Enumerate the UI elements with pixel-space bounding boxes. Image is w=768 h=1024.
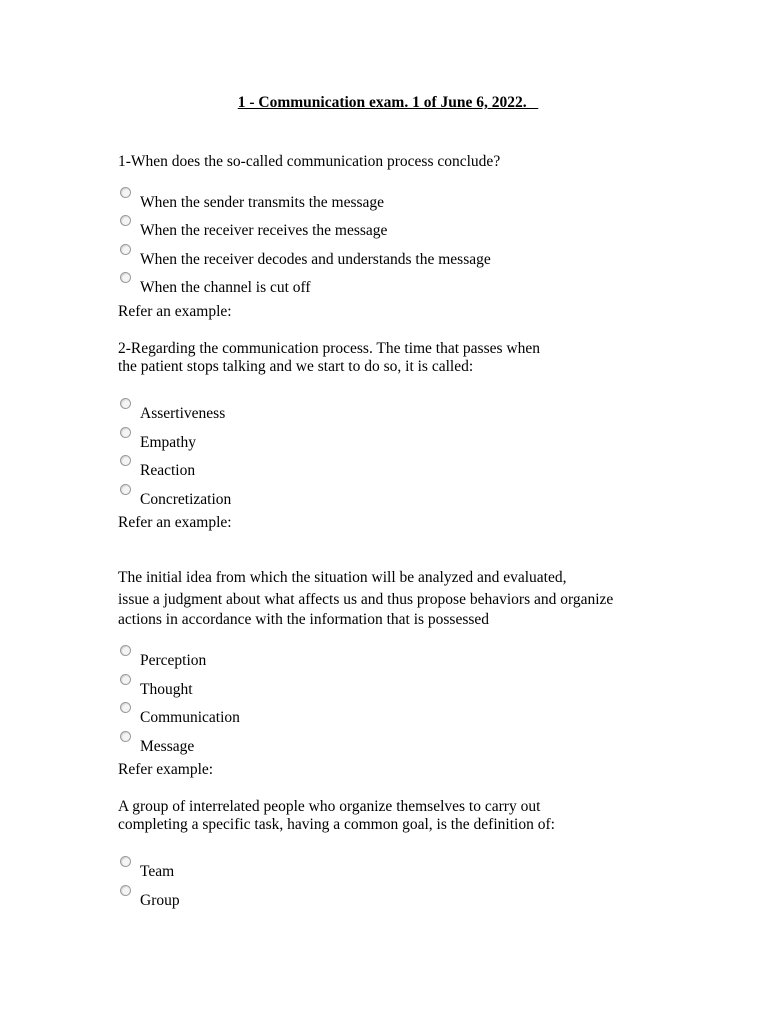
question-3-footer: Refer example: [118,761,214,778]
question-3-option-1[interactable] [118,645,618,673]
option-label: When the channel is cut off [140,279,311,296]
radio-button-icon[interactable] [120,455,131,466]
question-1-footer: Refer an example: [118,303,232,320]
radio-button-icon[interactable] [120,244,131,255]
question-2-text-line-2: the patient stops talking and we start to do so, it is called: [118,358,474,375]
radio-button-icon[interactable] [120,702,131,713]
question-4-option-1[interactable] [118,856,618,884]
option-label: Perception [140,652,207,669]
question-2-footer: Refer an example: [118,514,232,531]
exam-title-text: 1 - Communication exam. 1 of June 6, 2022. [237,94,539,111]
question-2-text-line-1: 2-Regarding the communication process. The time that passes when [118,340,540,357]
question-3-text-line-1: The initial idea from which the situation will be analyzed and evaluated, [118,569,567,586]
question-4-text-line-2: completing a specific task, having a common goal, is the definition of: [118,816,555,833]
radio-button-icon[interactable] [120,731,131,742]
option-label: Communication [140,709,240,726]
option-label: Team [140,863,175,880]
question-3-option-2[interactable] [118,674,618,702]
option-label: Thought [140,681,193,698]
radio-button-icon[interactable] [120,272,131,283]
question-2-option-3[interactable] [118,455,618,483]
option-label: When the receiver decodes and understands the message [140,251,491,268]
option-label: Concretization [140,491,232,508]
option-label: Message [140,738,195,755]
radio-button-icon[interactable] [120,427,131,438]
question-1-option-1[interactable] [118,187,618,215]
option-label: Group [140,892,180,909]
radio-button-icon[interactable] [120,674,131,685]
question-4-text-line-1: A group of interrelated people who organize themselves to carry out [118,798,541,815]
option-label: Empathy [140,434,196,451]
question-3-text-line-2: issue a judgment about what affects us and thus propose behaviors and organize [118,591,614,608]
radio-button-icon[interactable] [120,645,131,656]
radio-button-icon[interactable] [120,856,131,867]
radio-button-icon[interactable] [120,885,131,896]
option-label: When the sender transmits the message [140,194,385,211]
question-1-option-3[interactable] [118,244,618,272]
question-2-option-2[interactable] [118,427,618,455]
radio-button-icon[interactable] [120,187,131,198]
question-2-option-4[interactable] [118,484,618,512]
question-2-option-1[interactable] [118,398,618,426]
question-1-option-2[interactable] [118,215,618,243]
question-3-option-4[interactable] [118,731,618,759]
radio-button-icon[interactable] [120,215,131,226]
question-1-option-4[interactable] [118,272,618,300]
question-1-text: 1-When does the so-called communication process conclude? [118,153,501,170]
exam-title [0,94,768,112]
option-label: When the receiver receives the message [140,222,388,239]
option-label: Reaction [140,462,196,479]
option-label: Assertiveness [140,405,226,422]
question-3-option-3[interactable] [118,702,618,730]
radio-button-icon[interactable] [120,484,131,495]
question-3-text-line-3: actions in accordance with the information that is possessed [118,611,490,628]
radio-button-icon[interactable] [120,398,131,409]
question-4-option-2[interactable] [118,885,618,913]
